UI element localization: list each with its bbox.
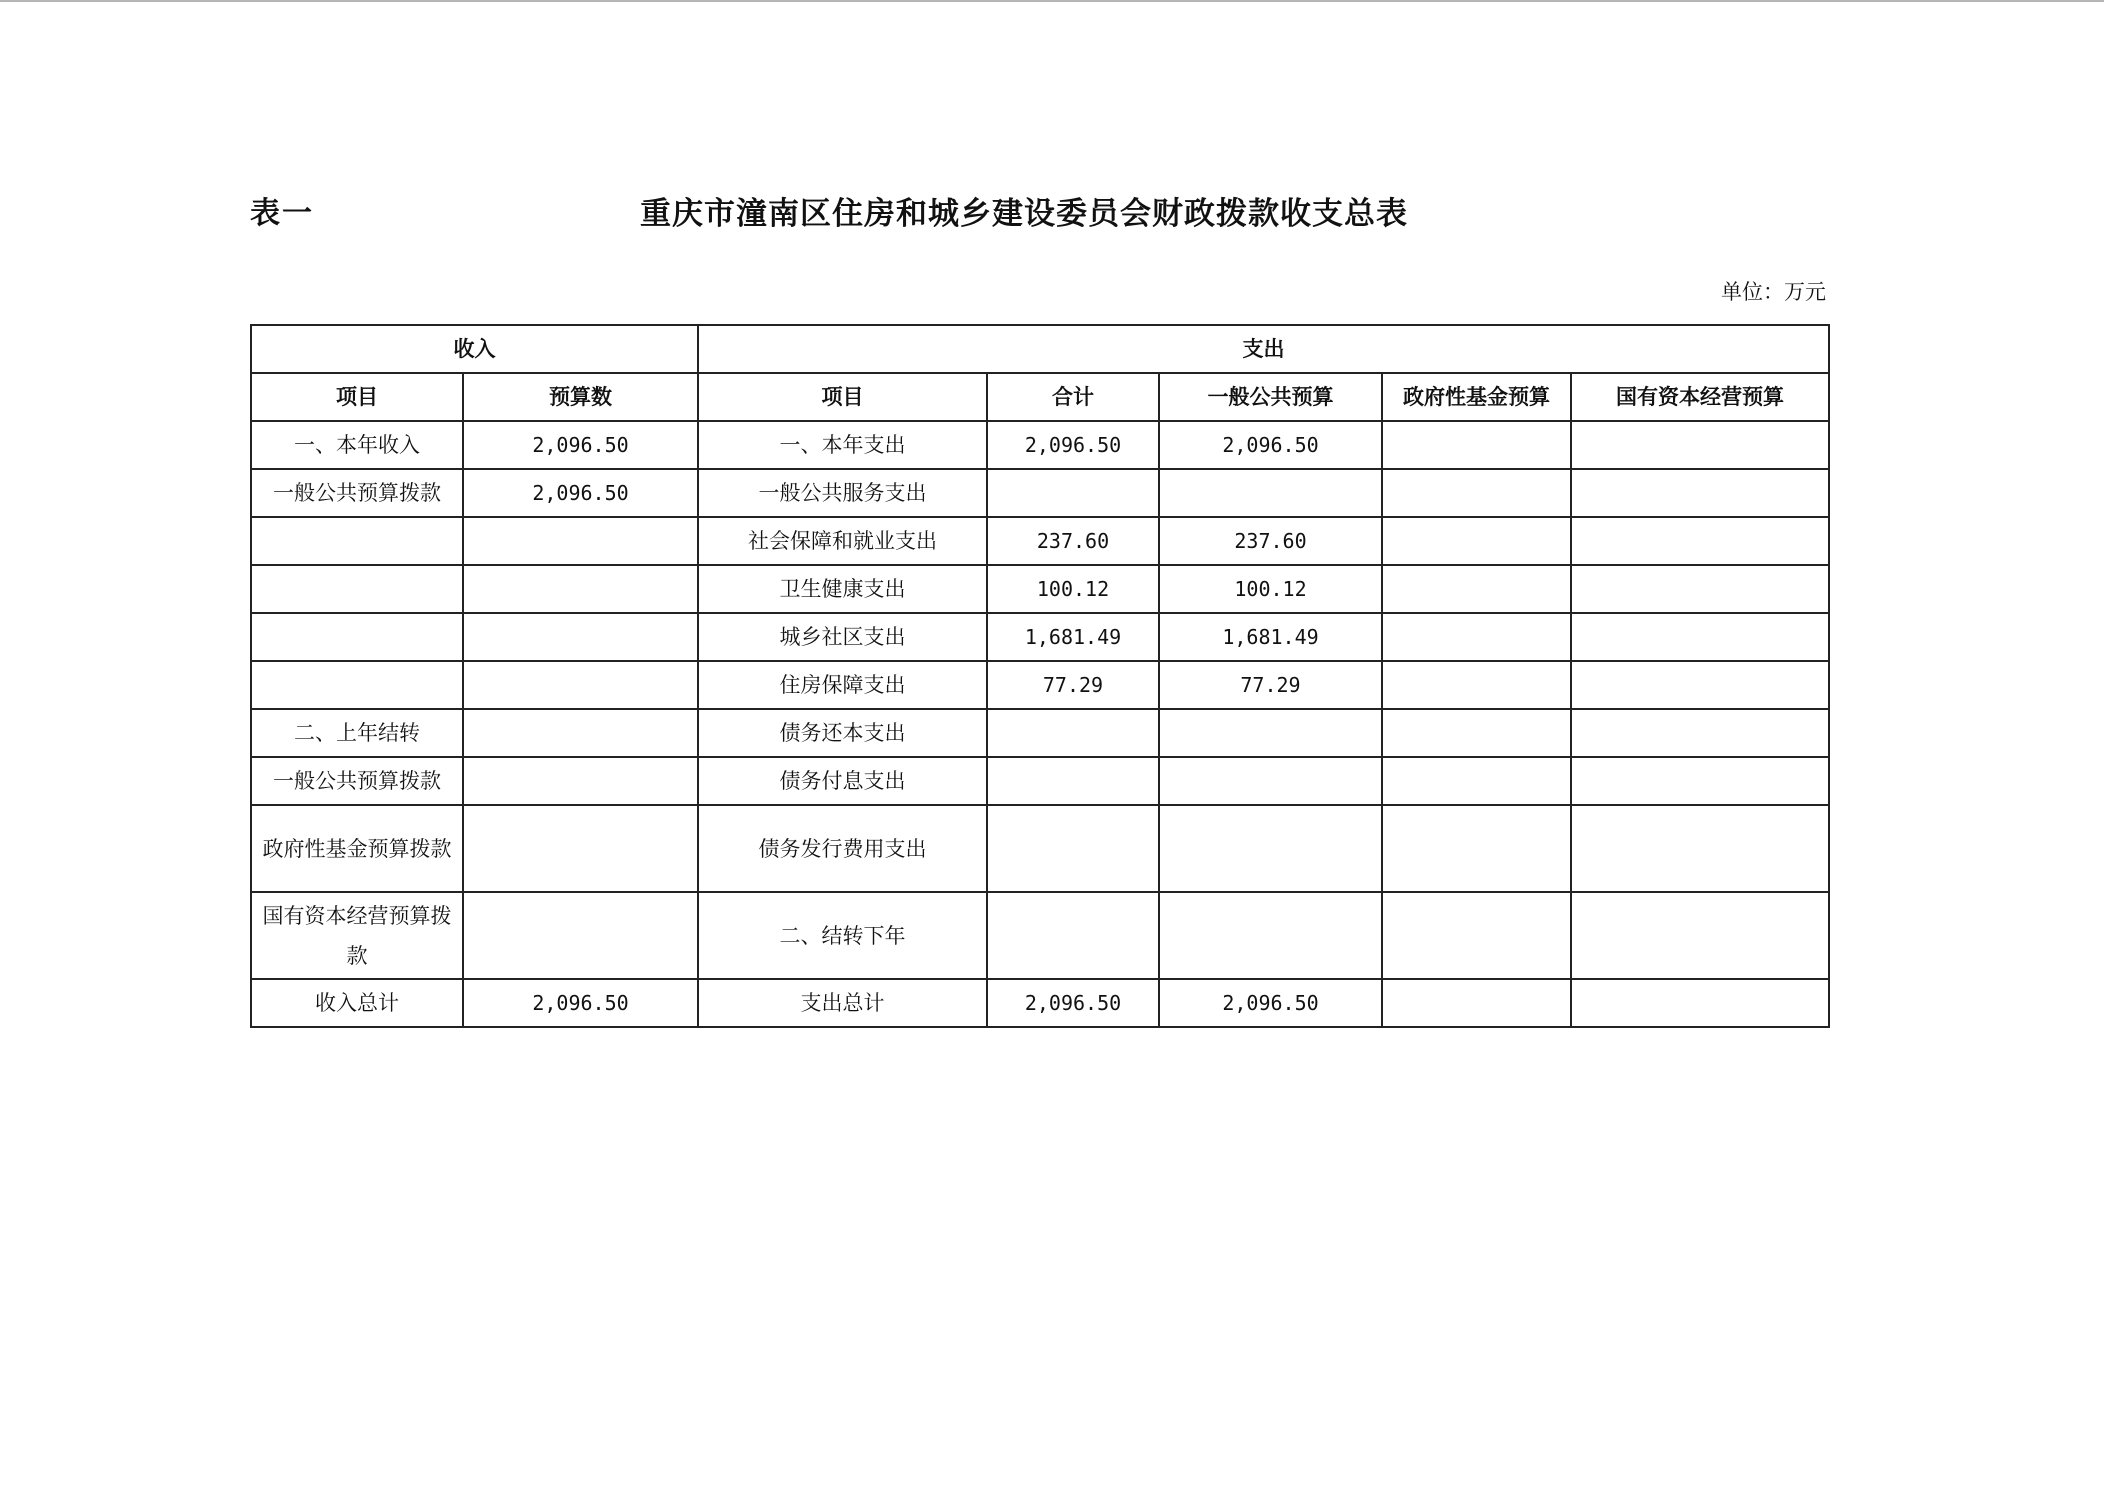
state-capital-cell (1571, 805, 1829, 892)
gov-fund-cell (1382, 805, 1571, 892)
column-header-row (251, 373, 1829, 421)
income-amount-cell (463, 892, 698, 979)
general-budget-cell: 100.12 (1159, 565, 1382, 613)
general-budget-cell (1159, 892, 1382, 979)
state-capital-total (1571, 979, 1829, 1027)
table-row (251, 421, 1829, 469)
table-row (251, 709, 1829, 757)
column-header-expense-item: 项目 (698, 373, 987, 421)
expense-total-amount: 2,096.50 (987, 979, 1159, 1027)
income-item-cell (251, 661, 463, 709)
table-row (251, 565, 1829, 613)
gov-fund-cell (1382, 517, 1571, 565)
gov-fund-cell (1382, 757, 1571, 805)
expense-item-cell: 城乡社区支出 (698, 613, 987, 661)
total-cell (987, 757, 1159, 805)
table-row (251, 517, 1829, 565)
gov-fund-cell (1382, 892, 1571, 979)
income-total-amount: 2,096.50 (463, 979, 698, 1027)
income-item-cell (251, 613, 463, 661)
income-item-cell: 一般公共预算拨款 (251, 757, 463, 805)
income-amount-cell (463, 805, 698, 892)
total-cell: 100.12 (987, 565, 1159, 613)
total-cell: 1,681.49 (987, 613, 1159, 661)
unit-note: 单位：万元 (1721, 280, 1826, 304)
income-group-header: 收入 (251, 325, 698, 373)
income-amount-cell (463, 661, 698, 709)
column-header-total: 合计 (987, 373, 1159, 421)
general-budget-cell: 77.29 (1159, 661, 1382, 709)
expense-total-label: 支出总计 (698, 979, 987, 1027)
table-row (251, 613, 1829, 661)
state-capital-cell (1571, 517, 1829, 565)
state-capital-cell (1571, 421, 1829, 469)
expense-item-cell: 卫生健康支出 (698, 565, 987, 613)
expense-item-cell: 债务付息支出 (698, 757, 987, 805)
general-budget-cell: 237.60 (1159, 517, 1382, 565)
expense-item-cell: 债务还本支出 (698, 709, 987, 757)
state-capital-cell (1571, 709, 1829, 757)
column-header-income-item: 项目 (251, 373, 463, 421)
column-header-general-budget: 一般公共预算 (1159, 373, 1382, 421)
expense-item-cell: 住房保障支出 (698, 661, 987, 709)
table-row (251, 892, 1829, 979)
expense-item-cell: 债务发行费用支出 (698, 805, 987, 892)
gov-fund-total (1382, 979, 1571, 1027)
page-top-border (0, 0, 2104, 2)
income-amount-cell (463, 565, 698, 613)
gov-fund-cell (1382, 709, 1571, 757)
income-item-cell (251, 565, 463, 613)
general-budget-cell (1159, 757, 1382, 805)
total-cell (987, 709, 1159, 757)
total-cell: 77.29 (987, 661, 1159, 709)
general-budget-cell (1159, 469, 1382, 517)
general-budget-cell (1159, 709, 1382, 757)
income-item-cell: 一、本年收入 (251, 421, 463, 469)
totals-row (251, 979, 1829, 1027)
expense-group-header: 支出 (698, 325, 1829, 373)
income-amount-cell (463, 613, 698, 661)
total-cell: 237.60 (987, 517, 1159, 565)
gov-fund-cell (1382, 421, 1571, 469)
general-budget-total: 2,096.50 (1159, 979, 1382, 1027)
general-budget-cell: 1,681.49 (1159, 613, 1382, 661)
table-number-label: 表一 (250, 196, 314, 231)
income-item-cell (251, 517, 463, 565)
expense-item-cell: 二、结转下年 (698, 892, 987, 979)
table-row (251, 661, 1829, 709)
gov-fund-cell (1382, 565, 1571, 613)
gov-fund-cell (1382, 613, 1571, 661)
budget-summary-table (250, 324, 1830, 1028)
income-item-cell: 二、上年结转 (251, 709, 463, 757)
state-capital-cell (1571, 892, 1829, 979)
income-amount-cell (463, 517, 698, 565)
total-cell (987, 892, 1159, 979)
group-header-row (251, 325, 1829, 373)
income-amount-cell: 2,096.50 (463, 421, 698, 469)
total-cell (987, 469, 1159, 517)
table-row (251, 805, 1829, 892)
income-amount-cell (463, 757, 698, 805)
state-capital-cell (1571, 565, 1829, 613)
expense-item-cell: 社会保障和就业支出 (698, 517, 987, 565)
state-capital-cell (1571, 661, 1829, 709)
gov-fund-cell (1382, 661, 1571, 709)
table-row (251, 469, 1829, 517)
total-cell (987, 805, 1159, 892)
income-amount-cell (463, 709, 698, 757)
column-header-budget-amount: 预算数 (463, 373, 698, 421)
general-budget-cell (1159, 805, 1382, 892)
income-item-cell: 政府性基金预算拨款 (251, 805, 463, 892)
income-item-cell: 国有资本经营预算拨款 (251, 892, 463, 979)
total-cell: 2,096.50 (987, 421, 1159, 469)
income-amount-cell: 2,096.50 (463, 469, 698, 517)
document-title: 重庆市潼南区住房和城乡建设委员会财政拨款收支总表 (640, 196, 1408, 232)
general-budget-cell: 2,096.50 (1159, 421, 1382, 469)
expense-item-cell: 一般公共服务支出 (698, 469, 987, 517)
income-total-label: 收入总计 (251, 979, 463, 1027)
column-header-gov-fund-budget: 政府性基金预算 (1382, 373, 1571, 421)
gov-fund-cell (1382, 469, 1571, 517)
expense-item-cell: 一、本年支出 (698, 421, 987, 469)
table-row (251, 757, 1829, 805)
income-item-cell: 一般公共预算拨款 (251, 469, 463, 517)
state-capital-cell (1571, 757, 1829, 805)
column-header-state-capital-budget: 国有资本经营预算 (1571, 373, 1829, 421)
state-capital-cell (1571, 469, 1829, 517)
state-capital-cell (1571, 613, 1829, 661)
